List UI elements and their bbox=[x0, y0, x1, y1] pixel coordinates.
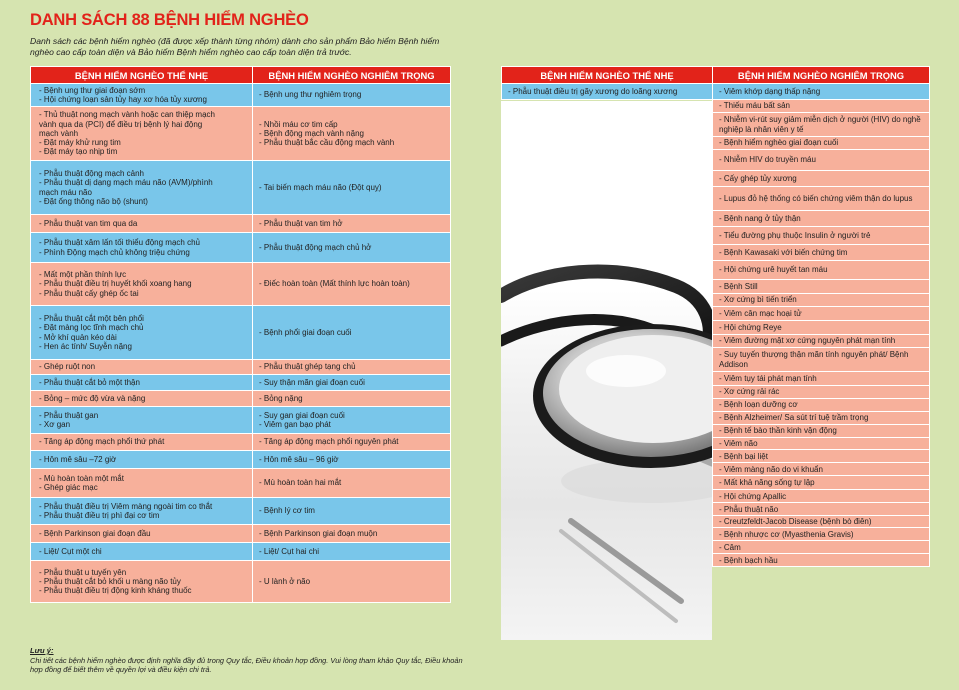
disease-table-left bbox=[30, 66, 451, 603]
table-row bbox=[31, 434, 451, 451]
severe-disease-cell: - Xơ cứng bì tiến triển bbox=[713, 294, 930, 307]
table-row bbox=[31, 107, 451, 161]
severe-disease-cell: - Nhiễm vi-rút suy giảm miễn dịch ở người (HIV) do nghề nghiệp là nhân viên y tế bbox=[713, 113, 930, 137]
table-row bbox=[31, 451, 451, 469]
severe-disease-cell: - Creutzfeldt-Jacob Disease (bệnh bò điên) bbox=[713, 516, 930, 528]
severe-disease-cell: - Phẫu thuật ghép tạng chủ bbox=[253, 360, 451, 375]
severe-disease-cell: - Bệnh phổi giai đoạn cuối bbox=[253, 306, 451, 360]
table-row bbox=[31, 525, 451, 543]
severe-disease-cell: - Điếc hoàn toàn (Mất thính lực hoàn toàn) bbox=[253, 263, 451, 306]
table-row bbox=[31, 306, 451, 360]
severe-disease-cell: - Bệnh ung thư nghiêm trọng bbox=[253, 84, 451, 107]
page-title: DANH SÁCH 88 BỆNH HIỂM NGHÈO bbox=[30, 11, 309, 29]
severe-disease-cell: - Bệnh lý cơ tim bbox=[253, 498, 451, 525]
table-row bbox=[31, 161, 451, 215]
severe-disease-cell: - Viêm khớp dạng thấp nặng bbox=[713, 84, 930, 100]
severe-disease-cell: - Tăng áp động mạch phổi nguyên phát bbox=[253, 434, 451, 451]
severe-disease-cell: - Lupus đỏ hệ thống có biến chứng viêm thận do lupus bbox=[713, 187, 930, 211]
table-row bbox=[31, 391, 451, 407]
page-subtitle: Danh sách các bệnh hiểm nghèo (đã được xếp thành từng nhóm) dành cho sản phẩm Bảo hiểm Bệnh hiểm nghèo cao cấp toàn diện và Bảo hiểm Bệnh hiểm nghèo cao cấp toàn diện trả trước. bbox=[30, 36, 440, 57]
severe-disease-cell: - Nhồi máu cơ tim cấp - Bệnh động mạch vành nặng - Phẫu thuật bắc cầu động mạch vành bbox=[253, 107, 451, 161]
table-row bbox=[31, 407, 451, 434]
severe-disease-cell: - Thiếu máu bất sản bbox=[713, 100, 930, 113]
mild-disease-cell: - Phẫu thuật van tim qua da bbox=[31, 215, 253, 233]
mild-disease-cell: - Bệnh Parkinson giai đoạn đầu bbox=[31, 525, 253, 543]
severe-disease-cell: - Bệnh Alzheimer/ Sa sút trí tuệ trầm trọng bbox=[713, 412, 930, 425]
severe-disease-cell: - U lành ở não bbox=[253, 561, 451, 603]
severe-disease-cell: - Câm bbox=[713, 541, 930, 554]
header-mild: BỆNH HIỂM NGHÈO THỂ NHẸ bbox=[31, 67, 253, 84]
mild-disease-cell: - Bệnh ung thư giai đoạn sớm - Hội chứng loạn sản tủy hay xơ hóa tủy xương bbox=[31, 84, 253, 107]
severe-disease-cell: - Bệnh nang ở tủy thận bbox=[713, 211, 930, 227]
table-row bbox=[31, 375, 451, 391]
severe-disease-cell: - Phẫu thuật động mạch chủ hở bbox=[253, 233, 451, 263]
header-severe: BỆNH HIỂM NGHÈO NGHIÊM TRỌNG bbox=[713, 67, 930, 84]
severe-disease-cell: - Viêm đường mật xơ cứng nguyên phát mạn tính bbox=[713, 335, 930, 348]
severe-disease-cell: - Hội chứng Reye bbox=[713, 321, 930, 335]
table-row bbox=[31, 233, 451, 263]
severe-disease-cell: - Viêm màng não do vi khuẩn bbox=[713, 463, 930, 476]
severe-disease-cell: - Bệnh bại liệt bbox=[713, 450, 930, 463]
mild-disease-cell: - Hôn mê sâu –72 giờ bbox=[31, 451, 253, 469]
mild-disease-cell: - Phẫu thuật u tuyến yên - Phẫu thuật cắt bỏ khối u màng não tủy - Phẫu thuật điều trị động kinh kháng thuốc bbox=[31, 561, 253, 603]
photo-spacer bbox=[502, 100, 713, 567]
severe-disease-cell: - Xơ cứng rải rác bbox=[713, 386, 930, 399]
severe-disease-cell: - Bệnh Parkinson giai đoạn muộn bbox=[253, 525, 451, 543]
right-table-body bbox=[502, 84, 930, 567]
mild-disease-cell: - Phẫu thuật cắt bỏ một thận bbox=[31, 375, 253, 391]
mild-disease-cell: - Ghép ruột non bbox=[31, 360, 253, 375]
severe-disease-cell: - Phẫu thuật não bbox=[713, 503, 930, 516]
mild-disease-cell: - Mất một phần thính lực - Phẫu thuật điều trị huyết khối xoang hang - Phẫu thuật cấy ghép ốc tai bbox=[31, 263, 253, 306]
note-text: Chi tiết các bệnh hiểm nghèo được định nghĩa đầy đủ trong Quy tắc, Điều khoản hợp đồng. Vui lòng tham khảo Quy tắc, Điều khoản hợp đồng để biết thêm về quyền lợi và điều kiện chi trả. bbox=[30, 656, 463, 674]
severe-disease-cell: - Nhiễm HIV do truyền máu bbox=[713, 150, 930, 171]
severe-disease-cell: - Phẫu thuật van tim hở bbox=[253, 215, 451, 233]
table-row bbox=[31, 561, 451, 603]
header-severe: BỆNH HIỂM NGHÈO NGHIÊM TRỌNG bbox=[253, 67, 451, 84]
severe-disease-cell: - Hội chứng Apallic bbox=[713, 490, 930, 503]
severe-disease-cell: - Cấy ghép tủy xương bbox=[713, 171, 930, 187]
note-label: Lưu ý: bbox=[30, 646, 54, 655]
severe-disease-cell: - Bệnh loạn dưỡng cơ bbox=[713, 399, 930, 412]
severe-disease-cell: - Bệnh Still bbox=[713, 280, 930, 294]
severe-disease-cell: - Suy tuyến thượng thận mãn tính nguyên phát/ Bệnh Addison bbox=[713, 348, 930, 372]
mild-disease-cell: - Phẫu thuật gan - Xơ gan bbox=[31, 407, 253, 434]
severe-disease-cell: - Bệnh nhược cơ (Myasthenia Gravis) bbox=[713, 528, 930, 541]
severe-disease-cell: - Hội chứng urê huyết tan máu bbox=[713, 261, 930, 280]
mild-disease-cell: - Thủ thuật nong mạch vành hoặc can thiệp mạch vành qua da (PCI) để điều trị bệnh lý hai động mạch vành - Đặt máy khử rung tim - Đặt máy tạo nhịp tim bbox=[31, 107, 253, 161]
severe-disease-cell: - Viêm tụy tái phát mạn tính bbox=[713, 372, 930, 386]
mild-disease-cell: - Phẫu thuật xâm lấn tối thiểu động mạch chủ - Phình Động mạch chủ không triệu chứng bbox=[31, 233, 253, 263]
severe-disease-cell: - Bệnh Kawasaki với biến chứng tim bbox=[713, 245, 930, 261]
table-row bbox=[502, 84, 930, 100]
table-row bbox=[31, 498, 451, 525]
mild-disease-cell: - Phẫu thuật điều trị gãy xương do loãng xương bbox=[502, 84, 713, 100]
severe-disease-cell: - Bỏng nặng bbox=[253, 391, 451, 407]
severe-disease-cell: - Tiểu đường phụ thuộc Insulin ở người trẻ bbox=[713, 227, 930, 245]
mild-disease-cell: - Bỏng – mức độ vừa và nặng bbox=[31, 391, 253, 407]
severe-disease-cell: - Suy gan giai đoạn cuối - Viêm gan bạo phát bbox=[253, 407, 451, 434]
table-row bbox=[31, 263, 451, 306]
mild-disease-cell: - Phẫu thuật điều trị Viêm màng ngoài tim co thắt - Phẫu thuật điều trị phì đại cơ tim bbox=[31, 498, 253, 525]
severe-disease-cell: - Bệnh bạch hầu bbox=[713, 554, 930, 567]
table-row bbox=[31, 84, 451, 107]
table-row bbox=[31, 360, 451, 375]
header-mild: BỆNH HIỂM NGHÈO THỂ NHẸ bbox=[502, 67, 713, 84]
severe-disease-cell: - Viêm cân mạc hoại tử bbox=[713, 307, 930, 321]
mild-disease-cell: - Phẫu thuật cắt một bên phổi - Đặt màng lọc tĩnh mạch chủ - Mở khí quản kéo dài - Hen ác tính/ Suyễn nặng bbox=[31, 306, 253, 360]
mild-disease-cell: - Liệt/ Cụt một chi bbox=[31, 543, 253, 561]
severe-disease-cell: - Mất khả năng sống tự lập bbox=[713, 476, 930, 490]
severe-disease-cell: - Liệt/ Cụt hai chi bbox=[253, 543, 451, 561]
severe-disease-cell: - Viêm não bbox=[713, 438, 930, 450]
table-row bbox=[31, 543, 451, 561]
severe-disease-cell: - Hôn mê sâu – 96 giờ bbox=[253, 451, 451, 469]
mild-disease-cell: - Mù hoàn toàn một mắt - Ghép giác mạc bbox=[31, 469, 253, 498]
disease-table-right bbox=[501, 66, 930, 567]
severe-disease-cell: - Bệnh hiểm nghèo giai đoạn cuối bbox=[713, 137, 930, 150]
severe-disease-cell: - Suy thận mãn giai đoạn cuối bbox=[253, 375, 451, 391]
table-row bbox=[502, 100, 930, 113]
severe-disease-cell: - Bệnh tế bào thần kinh vận động bbox=[713, 425, 930, 438]
mild-disease-cell: - Phẫu thuật động mạch cảnh - Phẫu thuật dị dạng mạch máu não (AVM)/phình mạch máu não - Đặt ống thông não bộ (shunt) bbox=[31, 161, 253, 215]
mild-disease-cell: - Tăng áp động mạch phổi thứ phát bbox=[31, 434, 253, 451]
severe-disease-cell: - Tai biến mạch máu não (Đột quỵ) bbox=[253, 161, 451, 215]
table-row bbox=[31, 469, 451, 498]
left-table-body bbox=[31, 84, 451, 603]
table-row bbox=[31, 215, 451, 233]
severe-disease-cell: - Mù hoàn toàn hai mắt bbox=[253, 469, 451, 498]
